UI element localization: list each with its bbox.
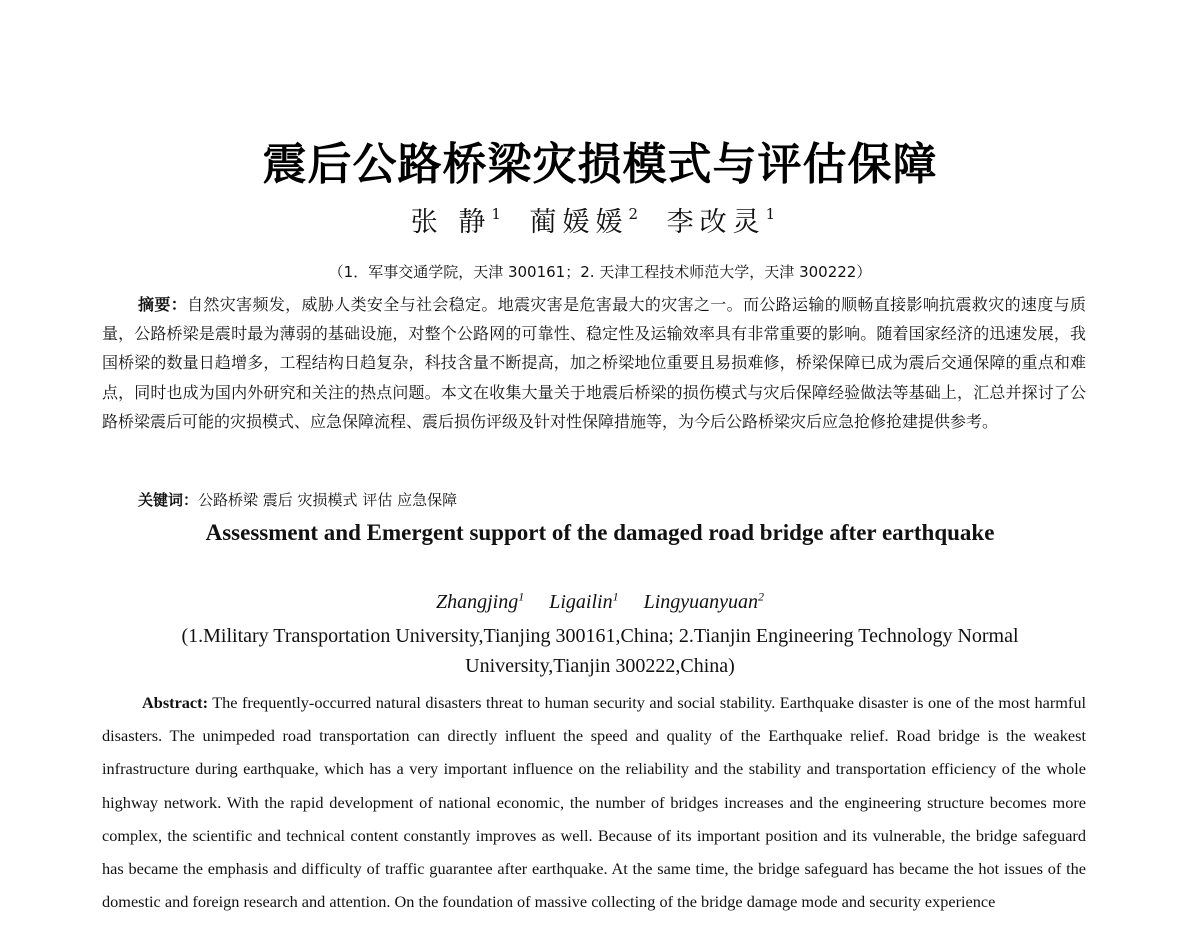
keywords-cn-text: 公路桥梁 震后 灾损模式 评估 应急保障 <box>198 491 458 509</box>
abstract-en-text: The frequently-occurred natural disasters threat to human security and social stability. Earthquake disaster is one of the most harmful disasters. The unimpeded road transportation can directly influent the speed and quality of the Earthquake relief. Road bridge is the weakest infrastructure during earthquake, which has a very important influence on the reliability and the stability and transportation efficiency of the whole highway network. With the rapid development of national economic, the number of bridges increases and the engineering structure becomes more complex, the scientific and technical content constantly improves as well. Because of its important position and its vulnerable, the bridge safeguard has became the emphasis and difficulty of traffic guarantee after earthquake. At the same time, the bridge safeguard has became the hot issues of the domestic and foreign research and attention. On the foundation of massive collecting of the bridge damage mode and security experience <box>102 693 1087 912</box>
author-cn-1-mark: 1 <box>491 205 501 223</box>
author-cn-2: 蔺媛媛 <box>529 207 629 238</box>
author-cn-2-mark: 2 <box>628 205 639 223</box>
author-en-1: Zhangjing <box>435 590 519 613</box>
abstract-cn <box>102 290 1086 436</box>
author-en-3: Lingyuanyuan <box>643 590 759 613</box>
abstract-cn-label: 摘要： <box>138 295 188 314</box>
author-en-1-mark: 1 <box>518 589 525 603</box>
author-cn-1: 张 静 <box>410 207 492 238</box>
author-en-3-mark: 2 <box>758 589 765 603</box>
abstract-en <box>102 686 1086 918</box>
affiliation-en: (1.Military Transportation University,Tianjing 300161,China; 2.Tianjin Engineering Technology Normal University,Tianjin 300222,China) <box>181 625 1019 677</box>
abstract-cn-text: 自然灾害频发，威胁人类安全与社会稳定。地震灾害是危害最大的灾害之一。而公路运输的顺畅直接影响抗震救灾的速度与质量，公路桥梁是震时最为薄弱的基础设施，对整个公路网的可靠性、稳定性及运输效率具有非常重要的影响。随着国家经济的迅速发展，我国桥梁的数量日趋增多，工程结构日趋复杂，科技含量不断提高，加之桥梁地位重要且易损难修，桥梁保障已成为震后交通保障的重点和难点，同时也成为国内外研究和关注的热点问题。本文在收集大量关于地震后桥梁的损伤模式与灾后保障经验做法等基础上，汇总并探讨了公路桥梁震后可能的灾损模式、应急保障流程、震后损伤评级及针对性保障措施等，为今后公路桥梁灾后应急抢修抢建提供参考。 <box>102 295 1086 431</box>
authors-cn <box>0 200 1200 239</box>
authors-en <box>0 589 1200 614</box>
author-cn-3: 李改灵 <box>666 207 766 238</box>
author-cn-3-mark: 1 <box>765 205 776 223</box>
paper-title-cn: 震后公路桥梁灾损模式与评估保障 <box>262 139 938 190</box>
keywords-cn-label: 关键词： <box>138 491 199 509</box>
author-en-2: Ligailin <box>549 590 613 613</box>
author-en-2-mark: 1 <box>612 589 619 603</box>
paper-title-en: Assessment and Emergent support of the damaged road bridge after earthquake <box>205 520 995 545</box>
keywords-cn <box>138 489 1086 510</box>
affiliation-cn: （1．军事交通学院，天津 300161；2. 天津工程技术师范大学，天津 300222） <box>328 263 872 281</box>
abstract-en-label: Abstract: <box>142 693 209 712</box>
